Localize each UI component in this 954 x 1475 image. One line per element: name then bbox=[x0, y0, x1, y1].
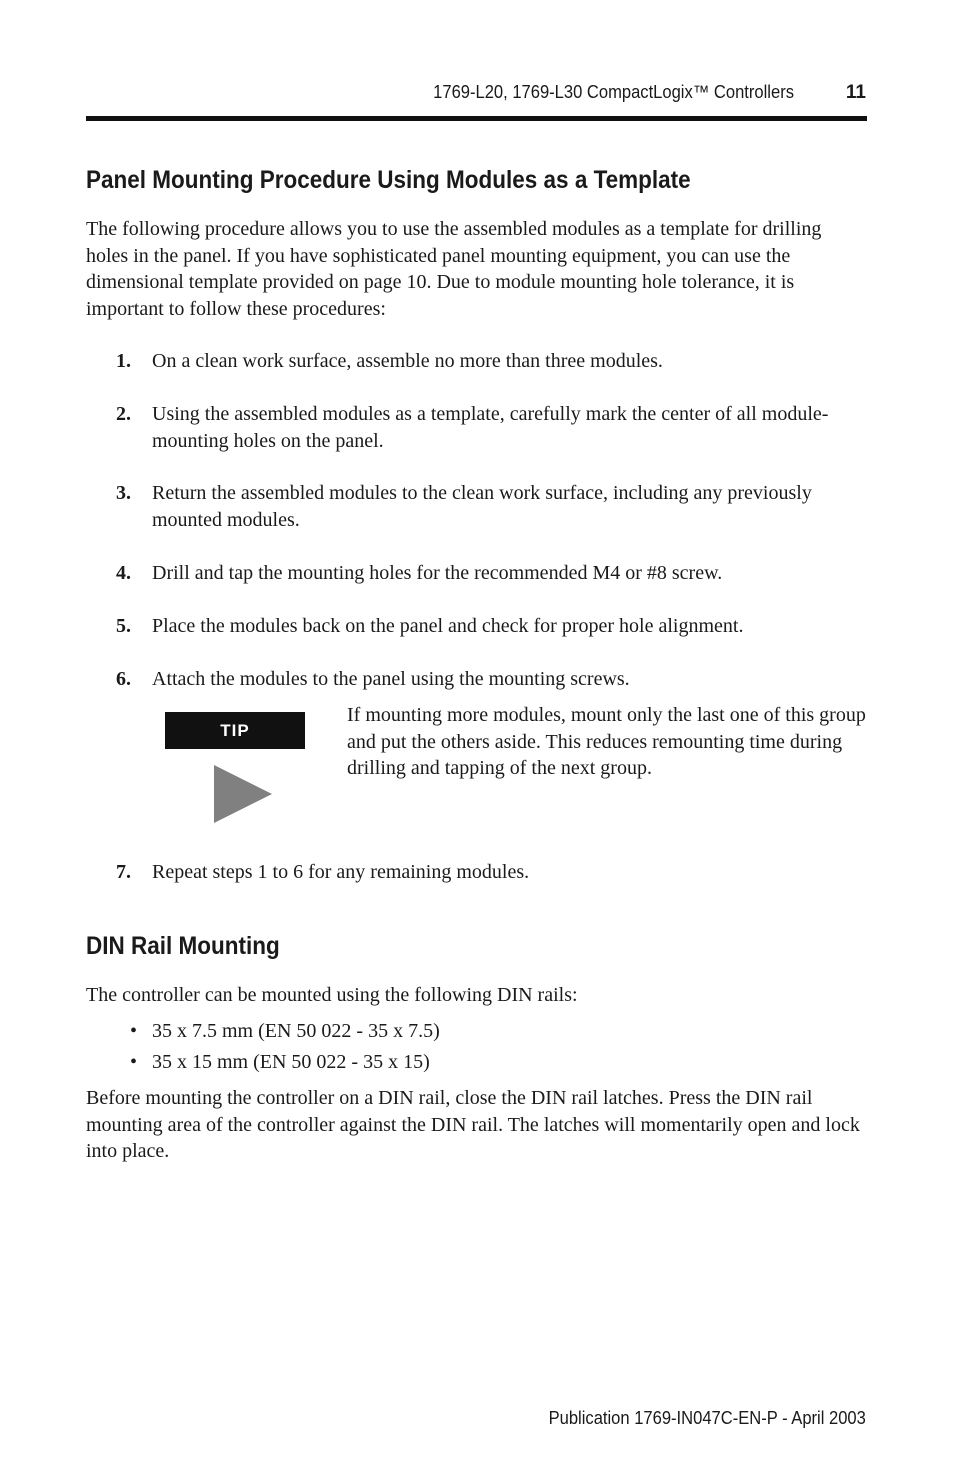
bullet-text: 35 x 15 mm (EN 50 022 - 35 x 15) bbox=[152, 1051, 430, 1073]
bullet-dot: • bbox=[130, 1020, 138, 1042]
step-text: Place the modules back on the panel and check for proper hole alignment. bbox=[152, 615, 744, 637]
step-number: 4. bbox=[116, 562, 131, 584]
step-text: On a clean work surface, assemble no more than three modules. bbox=[152, 350, 663, 372]
step-number: 6. bbox=[116, 668, 131, 690]
din-rail-body-paragraph: Before mounting the controller on a DIN rail, close the DIN rail latches. Press the DIN rail mounting area of the controller against the DIN rail. The latches will momentarily open and lock into place. bbox=[86, 1087, 860, 1162]
play-arrow-icon bbox=[214, 765, 272, 823]
section-intro-paragraph: The following procedure allows you to use the assembled modules as a template for drilling holes in the panel. If you have sophisticated panel mounting equipment, you can use the dimensional template provided on page 10. Due to module mounting hole tolerance, it is important to follow these procedures: bbox=[86, 218, 822, 320]
running-header-title: 1769-L20, 1769-L30 CompactLogix™ Controllers bbox=[433, 82, 794, 102]
section-heading-din-rail: DIN Rail Mounting bbox=[86, 932, 280, 960]
step-text: Using the assembled modules as a template, carefully mark the center of all module-mounting holes on the panel. bbox=[152, 403, 829, 452]
tip-text: If mounting more modules, mount only the last one of this group and put the others aside. This reduces remounting time during drilling and tapping of the next group. bbox=[347, 704, 866, 779]
step-number: 1. bbox=[116, 350, 131, 372]
publication-footer: Publication 1769-IN047C-EN-P - April 2003 bbox=[548, 1408, 866, 1428]
step-text: Return the assembled modules to the clean work surface, including any previously mounted modules. bbox=[152, 482, 812, 531]
step-number: 3. bbox=[116, 482, 131, 504]
tip-label-box: TIP bbox=[165, 712, 305, 749]
step-number: 7. bbox=[116, 861, 131, 883]
bullet-dot: • bbox=[130, 1051, 138, 1073]
step-number: 2. bbox=[116, 403, 131, 425]
step-text: Attach the modules to the panel using the mounting screws. bbox=[152, 668, 630, 690]
step-number: 5. bbox=[116, 615, 131, 637]
header-rule bbox=[86, 116, 867, 121]
section-heading-panel-mounting: Panel Mounting Procedure Using Modules as a Template bbox=[86, 166, 691, 194]
step-text: Drill and tap the mounting holes for the recommended M4 or #8 screw. bbox=[152, 562, 723, 584]
step-text: Repeat steps 1 to 6 for any remaining modules. bbox=[152, 861, 530, 883]
page-number: 11 bbox=[845, 82, 866, 103]
bullet-text: 35 x 7.5 mm (EN 50 022 - 35 x 7.5) bbox=[152, 1020, 440, 1042]
din-rail-intro: The controller can be mounted using the following DIN rails: bbox=[86, 984, 578, 1006]
